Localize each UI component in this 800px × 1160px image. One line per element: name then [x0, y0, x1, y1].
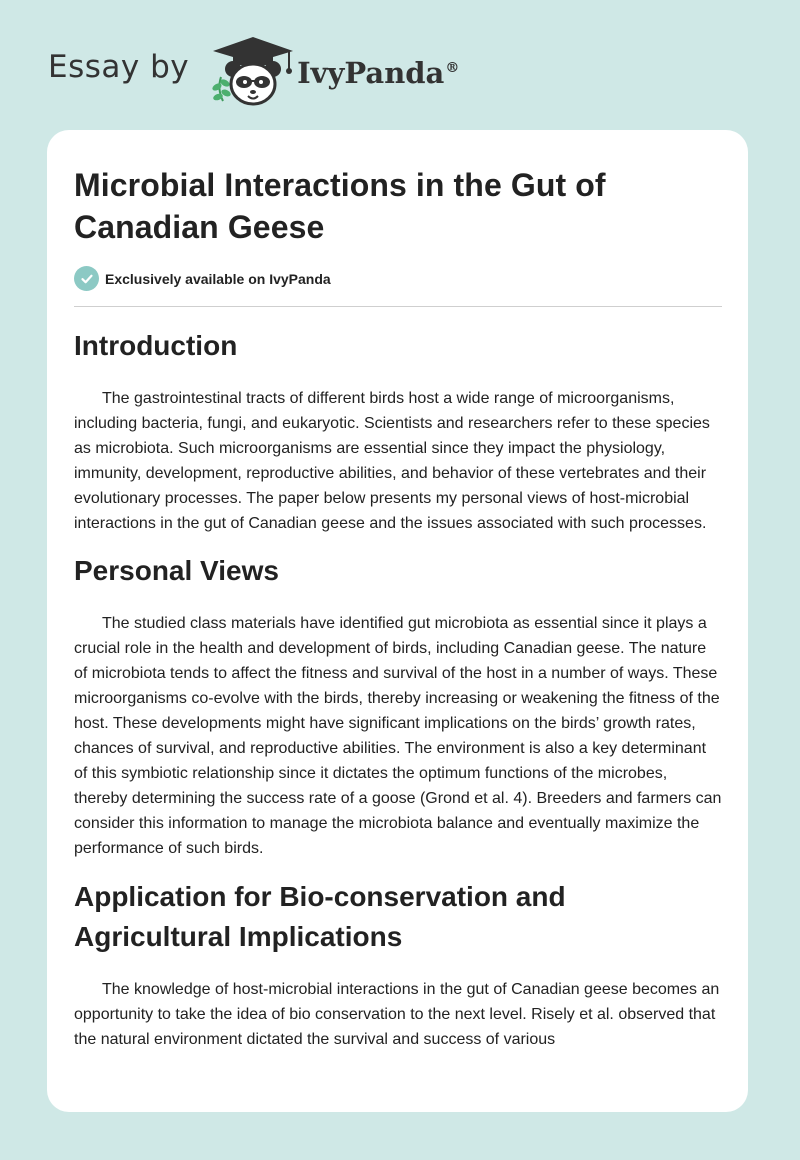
section-personal-views [74, 552, 722, 861]
check-icon [74, 266, 99, 291]
essay-by-label: Essay by [48, 49, 190, 85]
section-heading: Personal Views [74, 555, 279, 586]
section-heading: Application for Bio-conservation and Agricultural Implications [74, 881, 566, 952]
exclusive-label: Exclusively available on IvyPanda [105, 270, 331, 287]
panda-logo-icon[interactable] [203, 31, 303, 109]
brand-name[interactable] [297, 56, 459, 90]
section-paragraph: The gastrointestinal tracts of different birds host a wide range of microorganisms, including bacteria, fungi, and eukaryotic. Scientists and researchers refer to these species as microbiota. Such microorganisms are essential since they impact the physiology, immunity, development, reproductive abilities, and behavior of these vertebrates and their evolutionary processes. The paper below presents my personal views of host-microbial interactions in the gut of Canadian geese and the issues associated with such processes. [74, 390, 710, 532]
site-header [48, 30, 459, 110]
section-paragraph: The studied class materials have identified gut microbiota as essential since it plays a crucial role in the health and development of birds, including Canadian geese. The nature of microbiota tends to affect the fitness and survival of the host in a number of ways. These microorganisms co-evolve with the birds, thereby increasing or weakening the fitness of the host. These developments might have significant implications on the birds’ growth rates, chances of survival, and reproductive abilities. The environment is also a key determinant of this symbiotic relationship since it dictates the optimum functions of the microbes, thereby determining the success rate of a goose (Grond et al. 4). Breeders and farmers can consider this information to manage the microbiota balance and eventually maximize the performance of such birds. [74, 615, 722, 857]
brand-name-text: IvyPanda [297, 56, 445, 90]
essay-card [47, 130, 748, 1112]
section-heading: Introduction [74, 330, 238, 361]
section-paragraph: The knowledge of host-microbial interactions in the gut of Canadian geese becomes an opportunity to take the idea of bio conservation to the next level. Risely et al. observed that the natural environment dictated the survival and success of various [74, 981, 720, 1048]
exclusive-badge [74, 266, 722, 307]
section-application [74, 877, 722, 1052]
section-introduction [74, 327, 722, 536]
page-title: Microbial Interactions in the Gut of Canadian Geese [74, 167, 606, 245]
registered-mark: ® [445, 60, 460, 77]
